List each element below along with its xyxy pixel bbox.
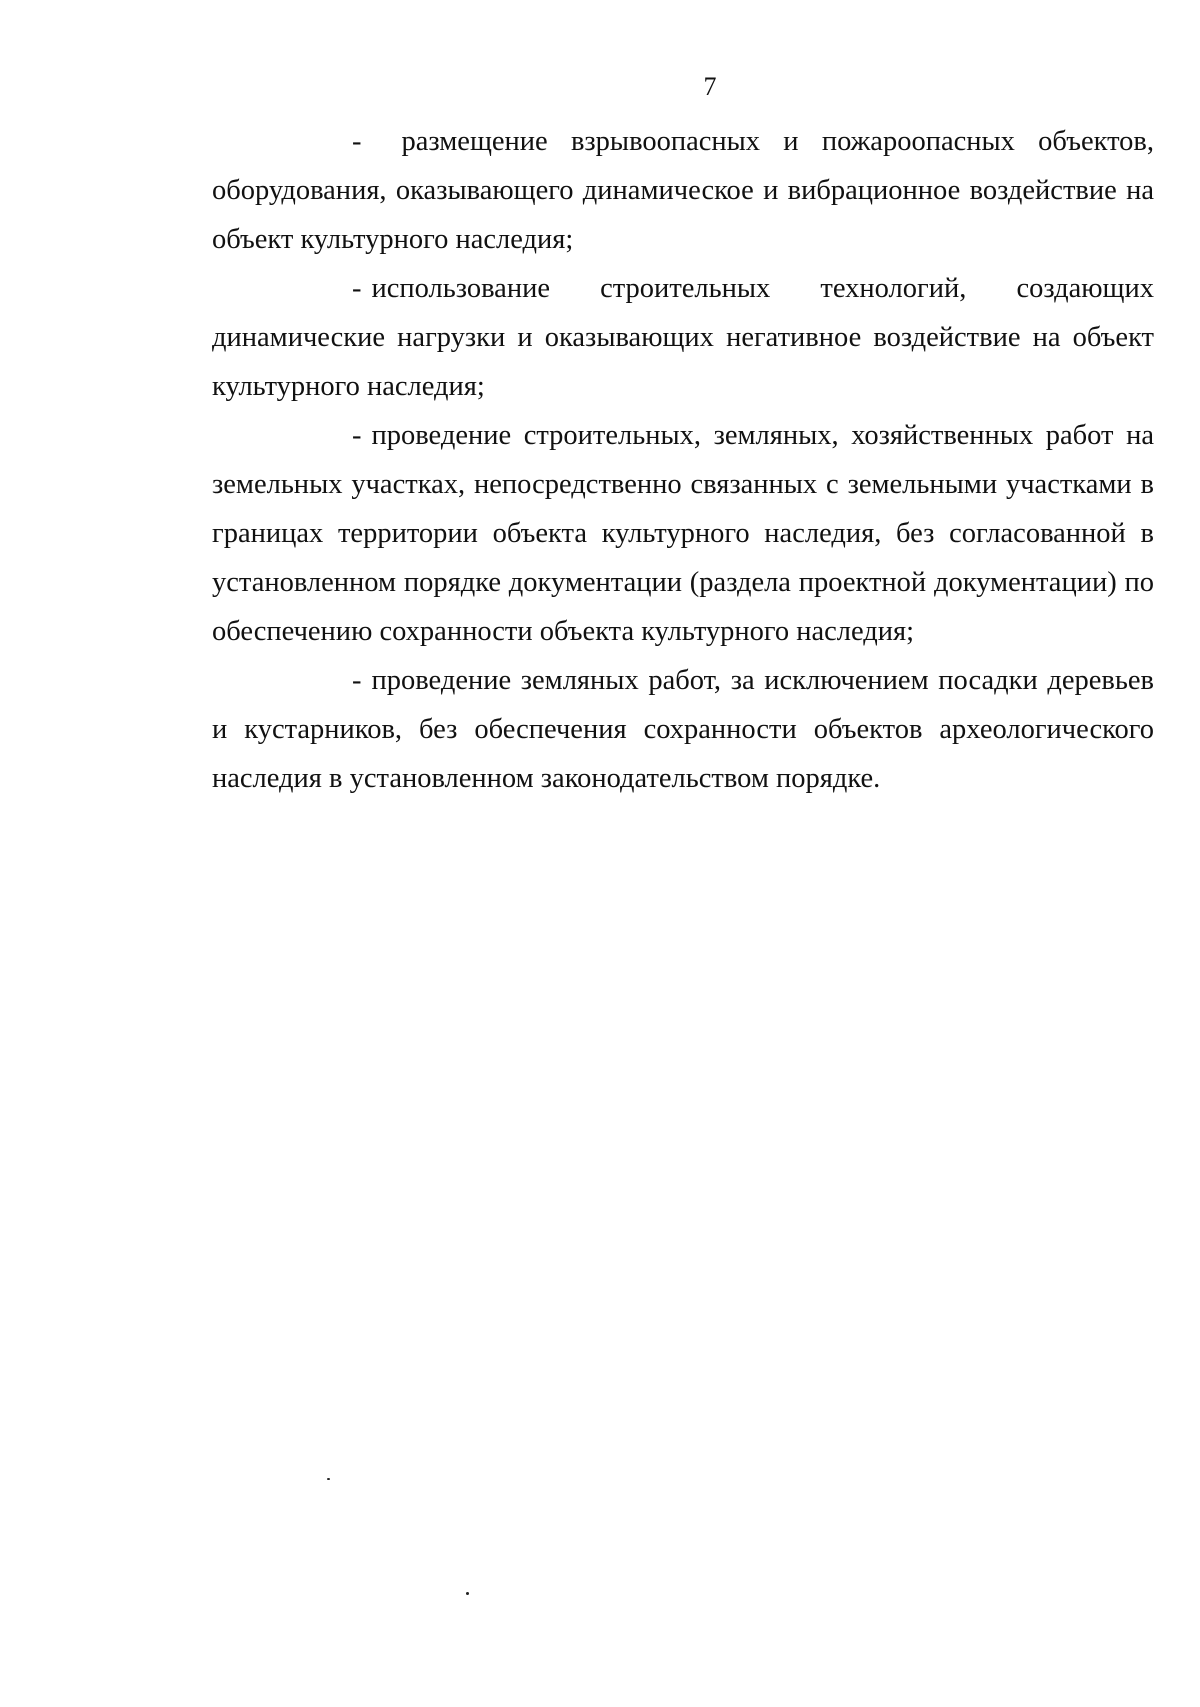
list-marker: -: [352, 665, 362, 696]
list-item-text: проведение земляных работ, за исключением посадки деревьев и кустарников, без обеспечения сохранности объектов археологического наследия в установленном законодательством порядке.: [212, 665, 1154, 794]
list-marker: -: [352, 126, 362, 157]
list-item: [212, 117, 1154, 264]
list-item-text: проведение строительных, земляных, хозяйственных работ на земельных участках, непосредственно связанных с земельными участками в границах территории объекта культурного наследия, без согласованной в установленном порядке документации (раздела проектной документации) по обеспечению сохранности объекта культурного наследия;: [212, 420, 1154, 647]
list-marker: -: [352, 420, 362, 451]
scan-speck: [327, 1478, 330, 1480]
document-body: [212, 117, 1154, 803]
list-marker: -: [352, 273, 362, 304]
scan-speck: [466, 1592, 469, 1595]
page-number: 7: [703, 72, 717, 101]
list-item: [212, 264, 1154, 411]
list-item: [212, 656, 1154, 803]
list-item-text: использование строительных технологий, создающих динамические нагрузки и оказывающих негативное воздействие на объект культурного наследия;: [212, 273, 1154, 402]
list-item: [212, 411, 1154, 656]
list-item-text: размещение взрывоопасных и пожароопасных объектов, оборудования, оказывающего динамическое и вибрационное воздействие на объект культурного наследия;: [212, 126, 1154, 255]
